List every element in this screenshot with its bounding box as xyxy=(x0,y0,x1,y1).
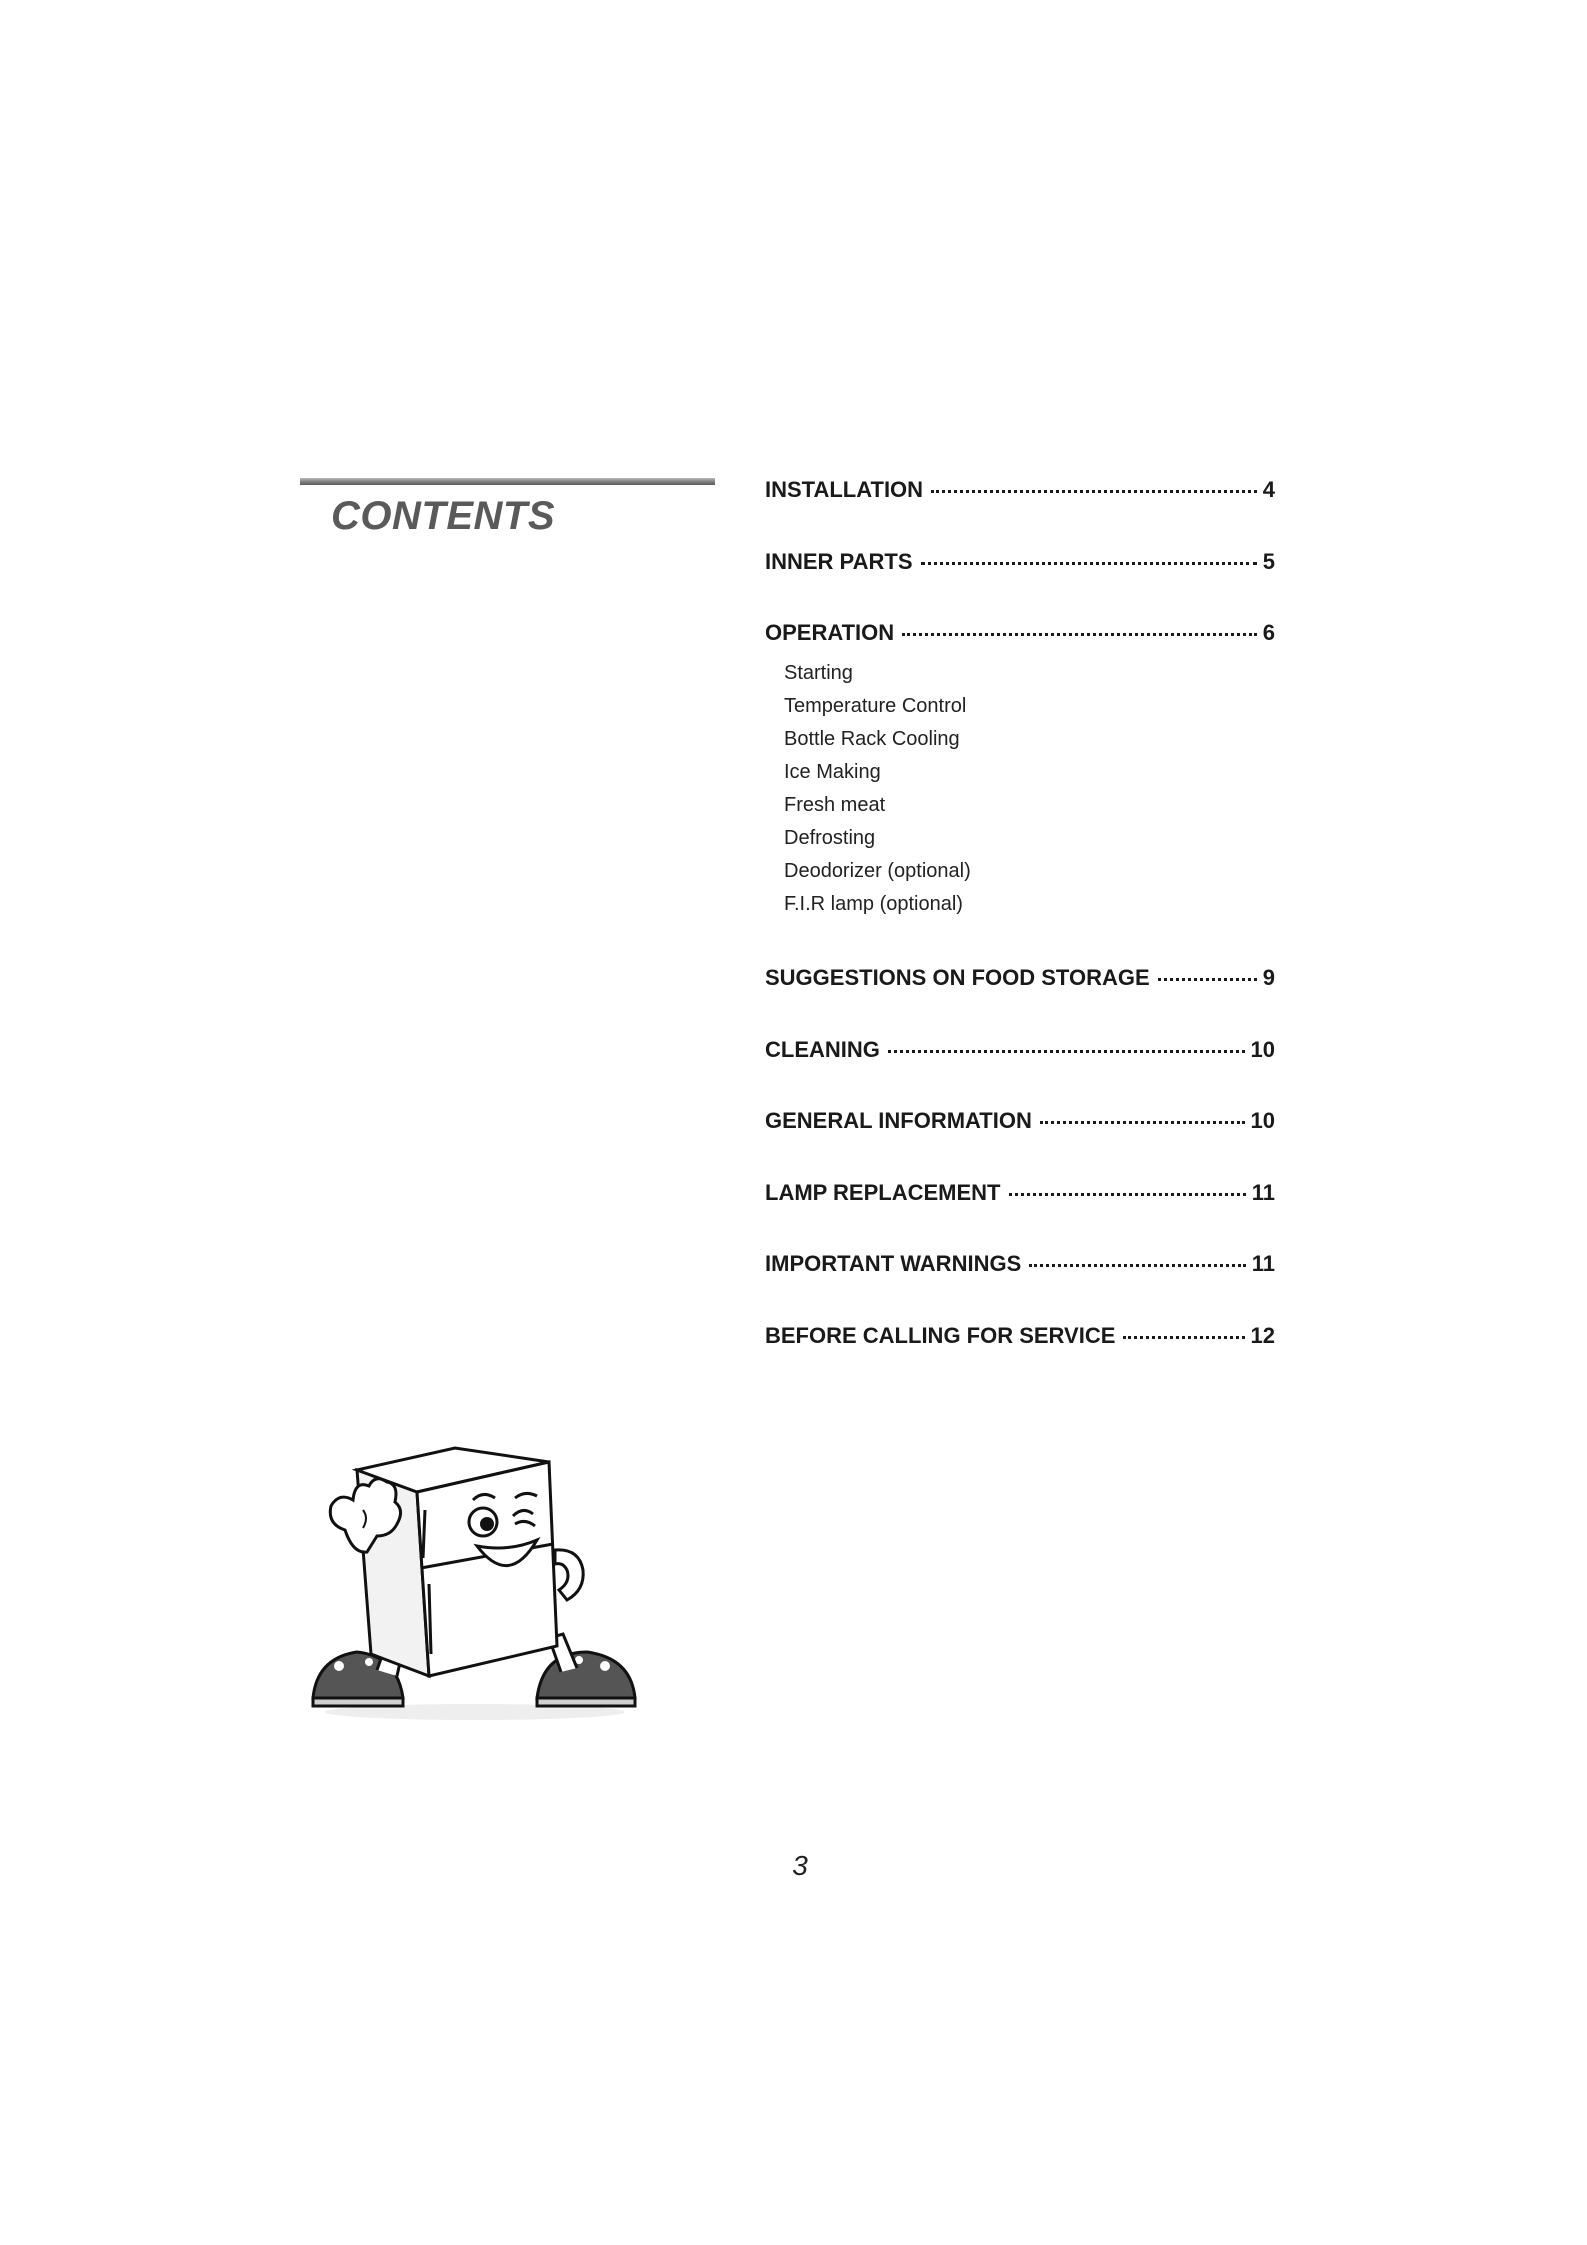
toc-entry-installation[interactable] xyxy=(765,477,1275,507)
toc-entry-important-warnings[interactable] xyxy=(765,1251,1275,1281)
toc-entry-label: INNER PARTS xyxy=(765,549,913,574)
dot-leader xyxy=(888,1050,1245,1053)
dot-leader xyxy=(1158,978,1257,981)
toc-entry-food-storage[interactable] xyxy=(765,965,1275,995)
toc-subitem-fresh-meat[interactable]: Fresh meat xyxy=(784,794,886,816)
toc-entry-page: 4 xyxy=(1262,477,1275,502)
toc-entry-page: 10 xyxy=(1250,1037,1275,1062)
toc-subitem-ice-making[interactable]: Ice Making xyxy=(784,761,881,783)
toc-entry-label: CLEANING xyxy=(765,1037,880,1062)
dot-leader xyxy=(1040,1121,1245,1124)
toc-subitem-starting[interactable]: Starting xyxy=(784,662,853,684)
toc-entry-label: INSTALLATION xyxy=(765,477,924,502)
toc-entry-label: LAMP REPLACEMENT xyxy=(765,1180,1001,1205)
dot-leader xyxy=(921,562,1257,565)
toc-subitem-fir-lamp[interactable]: F.I.R lamp (optional) xyxy=(784,893,963,915)
toc-entry-page: 10 xyxy=(1250,1108,1275,1133)
dot-leader xyxy=(931,490,1257,493)
dot-leader xyxy=(1029,1264,1245,1267)
dot-leader xyxy=(902,633,1257,636)
toc-entry-label: GENERAL INFORMATION xyxy=(765,1108,1032,1133)
toc-entry-page: 11 xyxy=(1251,1251,1275,1276)
toc-entry-page: 5 xyxy=(1262,549,1275,574)
toc-subitem-defrosting[interactable]: Defrosting xyxy=(784,827,876,849)
winking-refrigerator-mascot-icon xyxy=(305,1440,645,1730)
toc-entry-page: 12 xyxy=(1250,1323,1275,1348)
toc-entry-cleaning[interactable] xyxy=(765,1037,1275,1067)
dot-leader xyxy=(1123,1336,1244,1339)
toc-entry-page: 11 xyxy=(1251,1180,1275,1205)
toc-entry-operation[interactable] xyxy=(765,620,1275,650)
toc-entry-label: SUGGESTIONS ON FOOD STORAGE xyxy=(765,965,1150,990)
toc-entry-label: IMPORTANT WARNINGS xyxy=(765,1251,1022,1276)
toc-entry-lamp-replacement[interactable] xyxy=(765,1180,1275,1210)
page-title: CONTENTS xyxy=(331,494,555,538)
toc-subitem-deodorizer[interactable]: Deodorizer (optional) xyxy=(784,860,971,882)
toc-entry-before-calling-for-service[interactable] xyxy=(765,1323,1275,1353)
toc-entry-page: 6 xyxy=(1262,620,1275,645)
toc-entry-inner-parts[interactable] xyxy=(765,549,1275,579)
page-number: 3 xyxy=(792,1850,808,1881)
toc-subitem-bottle-rack-cooling[interactable]: Bottle Rack Cooling xyxy=(784,728,960,750)
title-rule xyxy=(300,478,715,485)
toc-subitem-temperature-control[interactable]: Temperature Control xyxy=(784,695,967,717)
toc-entry-general-information[interactable] xyxy=(765,1108,1275,1138)
toc-entry-page: 9 xyxy=(1262,965,1275,990)
dot-leader xyxy=(1009,1193,1246,1196)
toc-entry-label: BEFORE CALLING FOR SERVICE xyxy=(765,1323,1116,1348)
toc-entry-label: OPERATION xyxy=(765,620,895,645)
